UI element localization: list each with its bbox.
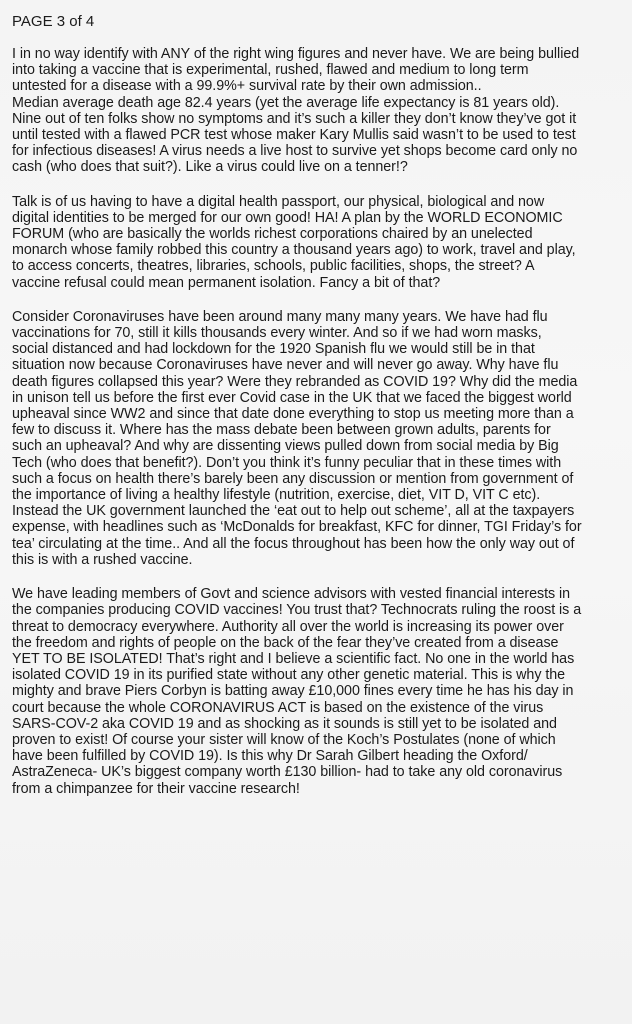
text-line: isolated COVID 19 in its purified state without any other genetic material. This is why the (12, 667, 566, 684)
paragraph (12, 46, 632, 176)
text-line: the freedom and rights of people on the back of the fear they’ve created from a disease (12, 634, 559, 651)
text-line: Nine out of ten folks show no symptoms and it’s such a killer they don’t know they’ve got it (12, 110, 577, 127)
text-line: proven to exist! Of course your sister will know of the Koch’s Postulates (none of which (12, 731, 556, 748)
text-line: the companies producing COVID vaccines! You trust that? Technocrats ruling the roost is a (12, 602, 582, 619)
paragraph (12, 194, 632, 291)
text-line: vaccinations for 70, still it kills thousands every winter. And so if we had worn masks, (12, 325, 542, 342)
page-number-label: PAGE 3 of 4 (12, 13, 95, 30)
text-line: upheaval since WW2 and since that date done everything to stop us meeting more than a (12, 406, 574, 423)
text-line: mighty and brave Piers Corbyn is batting away £10,000 fines every time he has his day in (12, 683, 574, 700)
text-line: tea’ circulating at the time.. And all the focus throughout has been how the only way out of (12, 535, 575, 552)
text-line: from a chimpanzee for their vaccine research! (12, 780, 300, 797)
text-line: this is with a rushed vaccine. (12, 551, 193, 568)
text-line: I in no way identify with ANY of the right wing figures and never have. We are being bullied (12, 46, 580, 62)
text-line: social distanced and had lockdown for the 1920 Spanish flu we would still be in that (12, 341, 535, 358)
text-line: Tech (who does that benefit?). Don’t you think it’s funny peculiar that in these times with (12, 454, 562, 471)
text-line: in unison tell us before the first ever Covid case in the UK that we faced the biggest world (12, 389, 572, 406)
text-line: death figures collapsed this year? Were they rebranded as COVID 19? Why did the media (12, 373, 578, 390)
paragraph (12, 586, 632, 797)
text-line: to access concerts, theatres, libraries, schools, public facilities, shops, the street? A (12, 258, 535, 275)
text-line: until tested with a flawed PCR test whose maker Kary Mullis said wasn’t to be used to test (12, 127, 576, 144)
text-line: for infectious diseases! A virus needs a live host to survive yet shops become card only no (12, 143, 578, 160)
document-body (12, 46, 632, 797)
text-line: FORUM (who are basically the worlds richest corporations chaired by an unelected (12, 226, 533, 243)
text-line: YET TO BE ISOLATED! That’s right and I believe a scientific fact. No one in the world has (12, 650, 575, 667)
text-line: such a focus on health there’s barely been any discussion or mention from government of (12, 470, 574, 487)
text-line: have been fulfilled by COVID 19). Is this why Dr Sarah Gilbert heading the Oxford/ (12, 748, 528, 765)
text-line: cash (who does that suit?). Like a virus could live on a tenner!? (12, 159, 408, 176)
text-line: court because the whole CORONAVIRUS ACT is based on the existence of the virus (12, 699, 544, 716)
text-line: We have leading members of Govt and science advisors with vested financial interests in (12, 586, 571, 603)
text-line: untested for a disease with a 99.9%+ survival rate by their own admission.. (12, 78, 482, 95)
text-line: few to discuss it. Where has the mass debate been between grown adults, parents for (12, 422, 551, 439)
text-line: the importance of living a healthy lifestyle (nutrition, exercise, diet, VIT D, VIT C etc). (12, 487, 541, 504)
text-line: Instead the UK government launched the ‘eat out to help out scheme’, all at the taxpayers (12, 503, 575, 520)
text-line: Talk is of us having to have a digital health passport, our physical, biological and now (12, 193, 545, 210)
text-line: AstraZeneca- UK’s biggest company worth £130 billion- had to take any old coronavirus (12, 764, 563, 781)
paragraph (12, 309, 632, 568)
text-line: digital identities to be merged for our own good! HA! A plan by the WORLD ECONOMIC (12, 209, 563, 226)
text-line: such an upheaval? And why are dissenting views pulled down from social media by Big (12, 438, 559, 455)
text-line: into taking a vaccine that is experimental, rushed, flawed and medium to long term (12, 62, 529, 79)
text-line: Consider Coronaviruses have been around many many many years. We have had flu (12, 308, 548, 325)
text-line: Median average death age 82.4 years (yet the average life expectancy is 81 years old). (12, 94, 560, 111)
text-line: vaccine refusal could mean permanent isolation. Fancy a bit of that? (12, 274, 441, 291)
text-line: SARS-COV-2 aka COVID 19 and as shocking as it sounds is still yet to be isolated and (12, 715, 557, 732)
text-line: expense, with headlines such as ‘McDonalds for breakfast, KFC for dinner, TGI Friday’s for (12, 519, 582, 536)
text-line: situation now because Coronaviruses have never and will never go away. Why have flu (12, 357, 559, 374)
text-line: threat to democracy everywhere. Authority all over the world is increasing its power over (12, 618, 564, 635)
text-line: monarch whose family robbed this country a thousand years ago) to work, travel and play, (12, 242, 576, 259)
